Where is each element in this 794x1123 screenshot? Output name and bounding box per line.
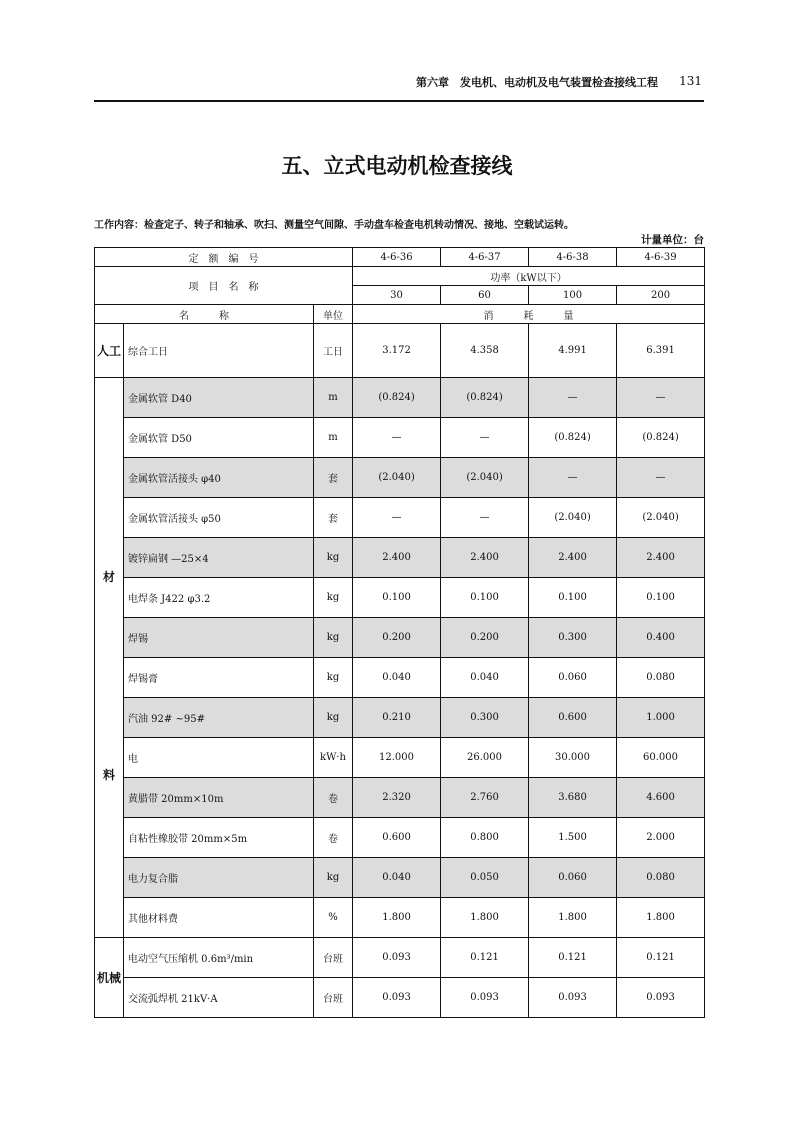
- item-unit: 卷: [314, 778, 353, 818]
- item-name: 交流弧焊机 21kV·A: [124, 978, 314, 1018]
- consumption-value: (2.040): [441, 458, 529, 498]
- name-column-header: 名 称: [95, 305, 314, 324]
- quota-code: 4-6-36: [353, 248, 441, 267]
- consumption-value: —: [617, 458, 705, 498]
- consumption-value: 1.800: [617, 898, 705, 938]
- consumption-value: 0.121: [617, 938, 705, 978]
- consumption-value: 3.172: [353, 324, 441, 378]
- consumption-value: 0.050: [441, 858, 529, 898]
- item-unit: kg: [314, 698, 353, 738]
- consumption-value: —: [441, 418, 529, 458]
- consumption-value: 0.800: [441, 818, 529, 858]
- power-label: 功率（kW以下）: [353, 267, 705, 286]
- power-value: 100: [529, 286, 617, 305]
- table-row: [95, 378, 705, 418]
- table-row: [95, 418, 705, 458]
- consumption-value: 3.680: [529, 778, 617, 818]
- item-unit: m: [314, 418, 353, 458]
- consumption-value: —: [617, 378, 705, 418]
- item-name: 其他材料费: [124, 898, 314, 938]
- consumption-value: 0.093: [529, 978, 617, 1018]
- consumption-value: (2.040): [617, 498, 705, 538]
- consumption-value: 0.100: [353, 578, 441, 618]
- consumption-value: 0.093: [353, 978, 441, 1018]
- consumption-value: 0.200: [441, 618, 529, 658]
- consumption-value: 4.991: [529, 324, 617, 378]
- unit-column-header: 单位: [314, 305, 353, 324]
- consumption-value: 0.210: [353, 698, 441, 738]
- table-row: [95, 858, 705, 898]
- consumption-value: 2.760: [441, 778, 529, 818]
- consumption-value: 30.000: [529, 738, 617, 778]
- work-content-text: 检查定子、转子和轴承、吹扫、测量空气间隙、手动盘车检查电机转动情况、接地、空载试运转。: [144, 220, 574, 231]
- item-name: 自粘性橡胶带 20mm×5m: [124, 818, 314, 858]
- table-row: [95, 498, 705, 538]
- consumption-value: 0.093: [353, 938, 441, 978]
- item-unit: 台班: [314, 938, 353, 978]
- work-content-label: 工作内容：: [94, 220, 144, 231]
- table-row: [95, 818, 705, 858]
- item-name: 黄腊带 20mm×10m: [124, 778, 314, 818]
- consumption-value: 2.400: [529, 538, 617, 578]
- table-row: [95, 578, 705, 618]
- consumption-value: —: [353, 498, 441, 538]
- item-unit: kW·h: [314, 738, 353, 778]
- consumption-value: 0.600: [353, 818, 441, 858]
- table-row: [95, 538, 705, 578]
- consumption-header: 消 耗 量: [353, 305, 705, 324]
- item-name: 综合工日: [124, 324, 314, 378]
- consumption-value: 0.300: [529, 618, 617, 658]
- category-materials-bottom: 料: [102, 768, 115, 782]
- item-name: 金属软管 D50: [124, 418, 314, 458]
- page-number: 131: [679, 74, 702, 88]
- item-name: 金属软管活接头 φ40: [124, 458, 314, 498]
- item-name: 电力复合脂: [124, 858, 314, 898]
- item-unit: kg: [314, 538, 353, 578]
- item-unit: %: [314, 898, 353, 938]
- consumption-value: 0.121: [529, 938, 617, 978]
- item-unit: 套: [314, 498, 353, 538]
- consumption-value: 1.500: [529, 818, 617, 858]
- item-unit: 卷: [314, 818, 353, 858]
- category-materials-top: 材: [102, 570, 115, 584]
- category-labor: 人工: [95, 324, 124, 378]
- quota-code: 4-6-38: [529, 248, 617, 267]
- item-name: 镀锌扁钢 —25×4: [124, 538, 314, 578]
- consumption-value: 0.080: [617, 858, 705, 898]
- item-name: 电: [124, 738, 314, 778]
- consumption-value: 0.093: [617, 978, 705, 1018]
- consumption-value: 0.600: [529, 698, 617, 738]
- consumption-value: (0.824): [617, 418, 705, 458]
- table-row: [95, 978, 705, 1018]
- item-name: 焊锡膏: [124, 658, 314, 698]
- item-name: 金属软管活接头 φ50: [124, 498, 314, 538]
- quota-code: 4-6-37: [441, 248, 529, 267]
- consumption-value: 2.400: [617, 538, 705, 578]
- page-header: [94, 72, 704, 94]
- consumption-value: 0.100: [529, 578, 617, 618]
- power-value: 30: [353, 286, 441, 305]
- consumption-value: 0.040: [353, 658, 441, 698]
- item-name: 电焊条 J422 φ3.2: [124, 578, 314, 618]
- consumption-value: 0.300: [441, 698, 529, 738]
- consumption-value: 26.000: [441, 738, 529, 778]
- table-row: [95, 778, 705, 818]
- consumption-value: 2.400: [441, 538, 529, 578]
- table-row: [95, 458, 705, 498]
- consumption-value: 2.320: [353, 778, 441, 818]
- consumption-value: 0.040: [441, 658, 529, 698]
- consumption-value: —: [529, 378, 617, 418]
- item-name: 电动空气压缩机 0.6m³/min: [124, 938, 314, 978]
- consumption-value: 0.093: [441, 978, 529, 1018]
- item-unit: m: [314, 378, 353, 418]
- table-row: [95, 698, 705, 738]
- consumption-value: (2.040): [353, 458, 441, 498]
- consumption-value: 0.040: [353, 858, 441, 898]
- consumption-value: 1.000: [617, 698, 705, 738]
- consumption-value: 12.000: [353, 738, 441, 778]
- item-unit: kg: [314, 658, 353, 698]
- item-unit: kg: [314, 858, 353, 898]
- consumption-value: 1.800: [441, 898, 529, 938]
- item-unit: kg: [314, 578, 353, 618]
- consumption-value: (0.824): [529, 418, 617, 458]
- consumption-value: 0.060: [529, 858, 617, 898]
- consumption-value: 4.600: [617, 778, 705, 818]
- chapter-title: 第六章 发电机、电动机及电气装置检查接线工程: [416, 76, 658, 89]
- item-name: 焊锡: [124, 618, 314, 658]
- consumption-value: 60.000: [617, 738, 705, 778]
- item-unit: 台班: [314, 978, 353, 1018]
- quota-code: 4-6-39: [617, 248, 705, 267]
- item-unit: 工日: [314, 324, 353, 378]
- consumption-value: 0.100: [617, 578, 705, 618]
- table-row: [95, 618, 705, 658]
- consumption-value: 0.100: [441, 578, 529, 618]
- table-row: [95, 898, 705, 938]
- table-row: [95, 738, 705, 778]
- consumption-value: 2.400: [353, 538, 441, 578]
- table-row: [95, 658, 705, 698]
- work-content: [94, 219, 624, 232]
- measurement-unit: 计量单位：台: [641, 234, 704, 246]
- power-value: 200: [617, 286, 705, 305]
- consumption-value: 1.800: [353, 898, 441, 938]
- consumption-value: 0.060: [529, 658, 617, 698]
- quota-table: [94, 247, 705, 1018]
- consumption-value: 0.400: [617, 618, 705, 658]
- item-unit: kg: [314, 618, 353, 658]
- item-name: 金属软管 D40: [124, 378, 314, 418]
- consumption-value: (0.824): [353, 378, 441, 418]
- consumption-value: —: [529, 458, 617, 498]
- consumption-value: —: [353, 418, 441, 458]
- item-name-label: 项 目 名 称: [95, 267, 353, 305]
- consumption-value: 4.358: [441, 324, 529, 378]
- quota-number-label: 定 额 编 号: [95, 248, 353, 267]
- consumption-value: (2.040): [529, 498, 617, 538]
- consumption-value: 6.391: [617, 324, 705, 378]
- consumption-value: 0.200: [353, 618, 441, 658]
- consumption-value: 0.121: [441, 938, 529, 978]
- item-name: 汽油 92# ~95#: [124, 698, 314, 738]
- header-divider: [94, 100, 704, 102]
- table-row: [95, 324, 705, 378]
- power-value: 60: [441, 286, 529, 305]
- category-machinery: 机械: [95, 938, 124, 1018]
- consumption-value: 2.000: [617, 818, 705, 858]
- consumption-value: —: [441, 498, 529, 538]
- consumption-value: (0.824): [441, 378, 529, 418]
- consumption-value: 0.080: [617, 658, 705, 698]
- item-unit: 套: [314, 458, 353, 498]
- page-title: 五、立式电动机检查接线: [281, 154, 513, 178]
- table-row: [95, 938, 705, 978]
- consumption-value: 1.800: [529, 898, 617, 938]
- category-materials: [95, 378, 124, 938]
